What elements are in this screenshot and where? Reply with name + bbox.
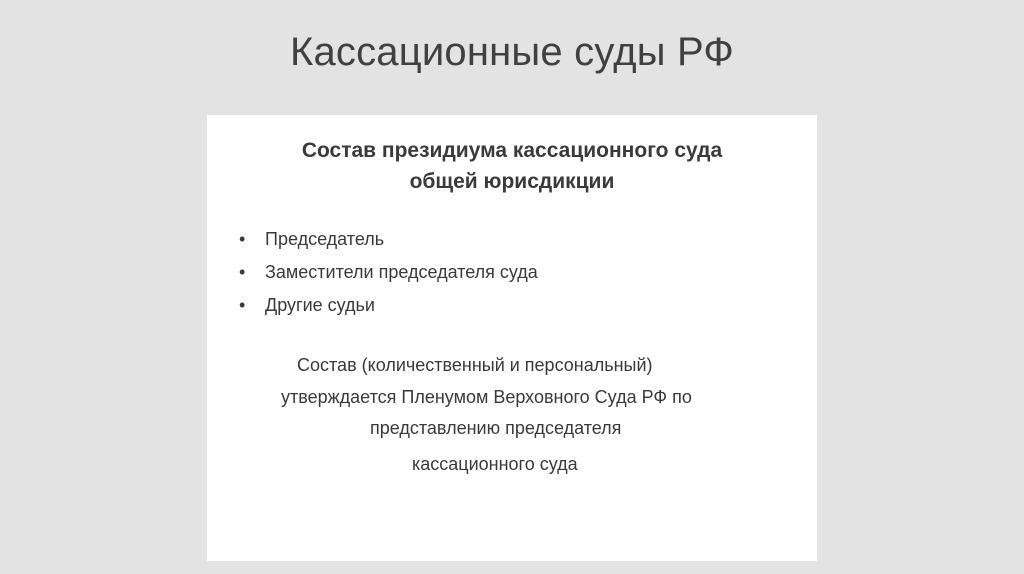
card-heading-line-2: общей юрисдикции bbox=[409, 170, 615, 193]
card-heading bbox=[207, 135, 817, 197]
note-line-4: кассационного суда bbox=[412, 454, 578, 474]
list-item: • Председатель bbox=[239, 223, 538, 256]
card-heading-line-1: Состав президиума кассационного суда bbox=[301, 139, 723, 162]
content-card bbox=[207, 115, 817, 561]
list-item: • Другие судьи bbox=[239, 289, 538, 322]
list-item: • Заместители председателя суда bbox=[239, 256, 538, 289]
member-list bbox=[239, 223, 538, 322]
note-line-2: утверждается Пленумом Верховного Суда РФ по bbox=[281, 387, 692, 407]
slide-title: Кассационные суды РФ bbox=[289, 30, 735, 74]
note-line-3: представлению председателя bbox=[370, 418, 622, 438]
note-line-1: Состав (количественный и персональный) bbox=[297, 355, 653, 375]
